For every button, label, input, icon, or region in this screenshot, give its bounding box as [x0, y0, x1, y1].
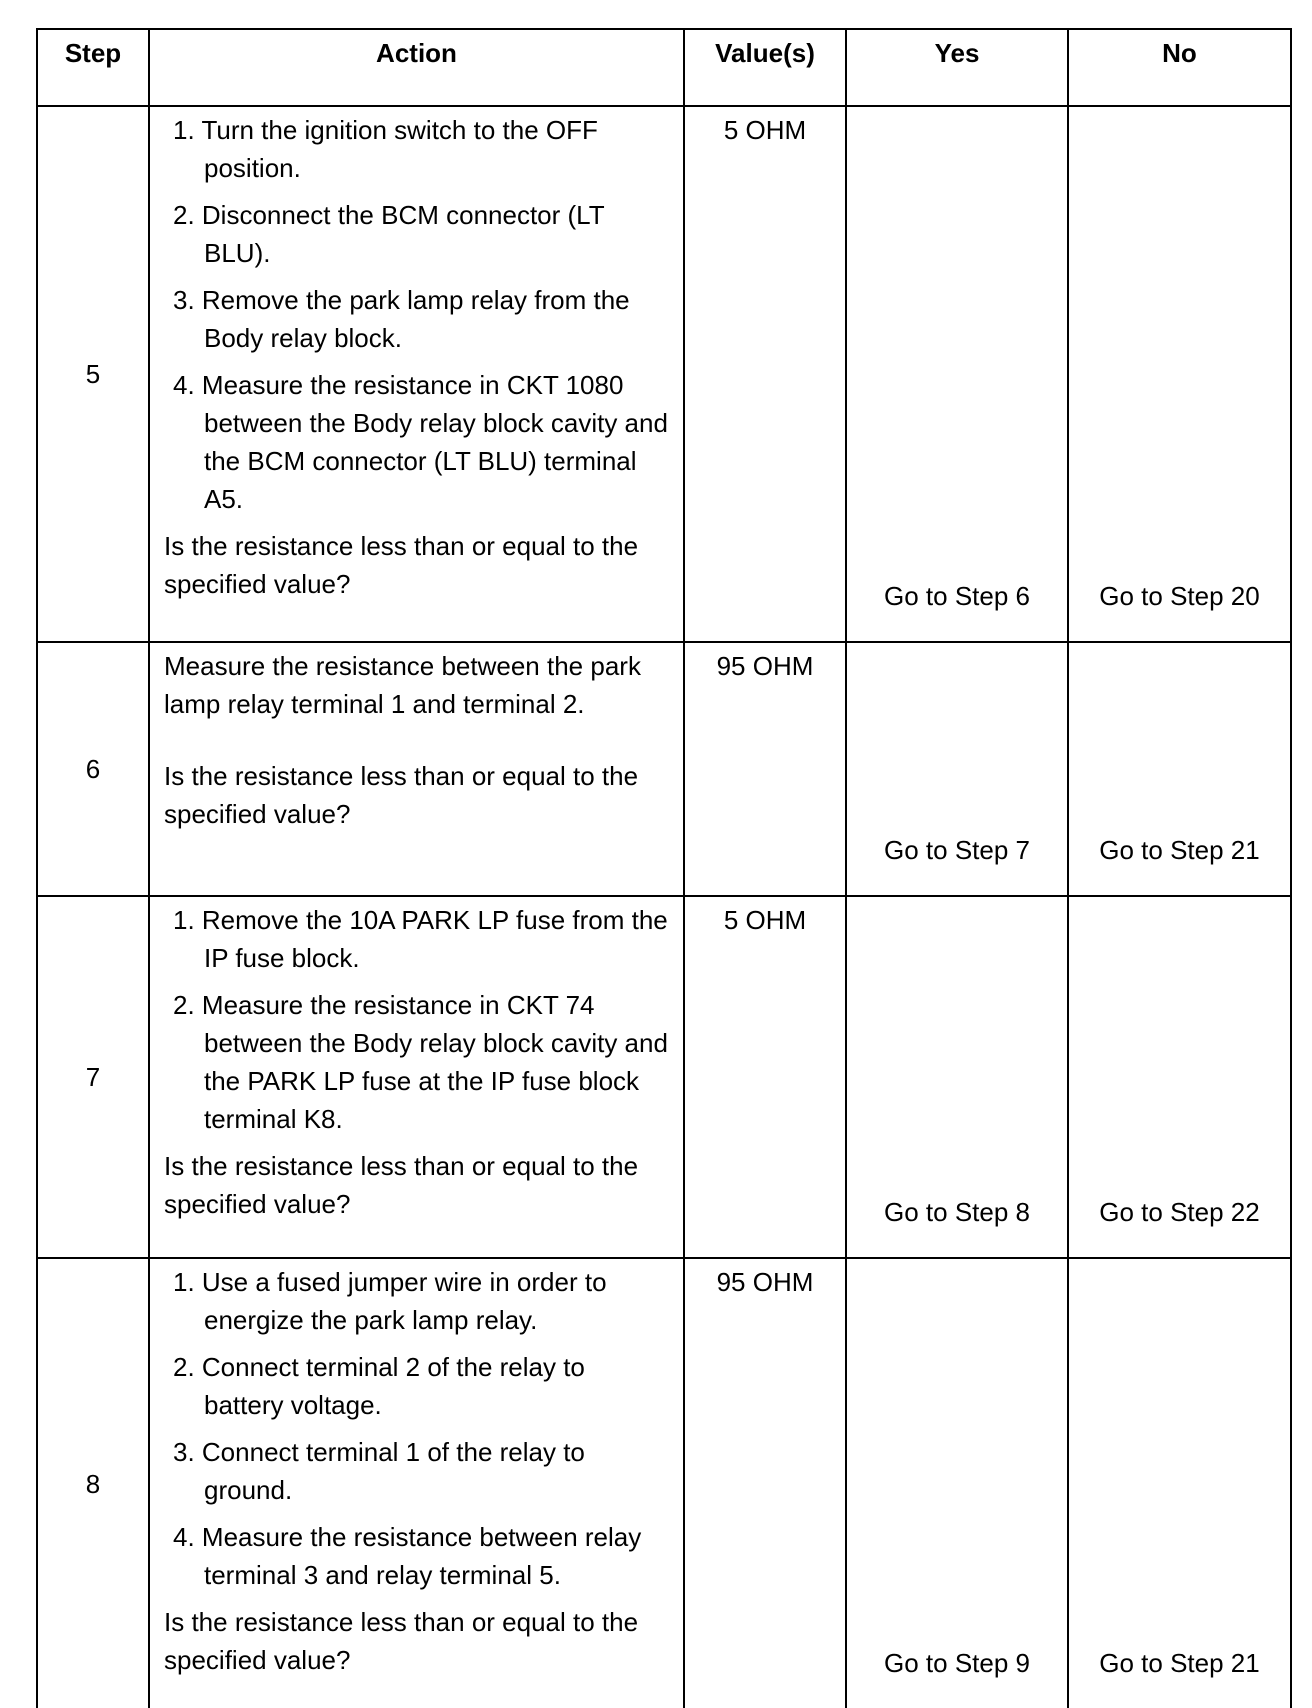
step-number: 7 [37, 896, 149, 1258]
no-cell: Go to Step 21 [1068, 1258, 1291, 1708]
table-row [37, 642, 1291, 896]
yes-cell: Go to Step 7 [846, 642, 1068, 896]
action-item: 4. Measure the resistance in CKT 1080 between the Body relay block cavity and the BCM connector (LT BLU) terminal A5. [173, 370, 668, 514]
action-item: 3. Remove the park lamp relay from the Body relay block. [173, 285, 630, 353]
question-text: Is the resistance less than or equal to the specified value? [164, 1151, 639, 1219]
yes-cell: Go to Step 9 [846, 1258, 1068, 1708]
action-item: 1. Turn the ignition switch to the OFF position. [173, 115, 598, 183]
no-cell: Go to Step 22 [1068, 896, 1291, 1258]
action-cell [149, 896, 684, 1258]
header-row [37, 29, 1291, 106]
action-header: Action [149, 29, 684, 106]
action-cell [149, 642, 684, 896]
action-cell [149, 106, 684, 642]
question-text: Is the resistance less than or equal to the specified value? [164, 761, 639, 829]
action-item: 1. Use a fused jumper wire in order to energize the park lamp relay. [173, 1267, 607, 1335]
yes-header: Yes [846, 29, 1068, 106]
action-item: 1. Remove the 10A PARK LP fuse from the IP fuse block. [173, 905, 668, 973]
action-item: 2. Connect terminal 2 of the relay to battery voltage. [173, 1352, 585, 1420]
diagnostic-table [36, 28, 1292, 1708]
no-header: No [1068, 29, 1291, 106]
action-item: 3. Connect terminal 1 of the relay to ground. [173, 1437, 585, 1505]
question-text: Is the resistance less than or equal to the specified value? [164, 531, 639, 599]
value-cell: 95 OHM [684, 1258, 846, 1708]
step-number: 8 [37, 1258, 149, 1708]
no-cell: Go to Step 21 [1068, 642, 1291, 896]
value-cell: 95 OHM [684, 642, 846, 896]
value-cell: 5 OHM [684, 896, 846, 1258]
value-cell: 5 OHM [684, 106, 846, 642]
table-row [37, 106, 1291, 642]
action-item: 2. Measure the resistance in CKT 74 between the Body relay block cavity and the PARK LP fuse at the IP fuse block terminal K8. [173, 990, 668, 1134]
step-number: 6 [37, 642, 149, 896]
action-item: 4. Measure the resistance between relay terminal 3 and relay terminal 5. [173, 1522, 642, 1590]
action-item: 2. Disconnect the BCM connector (LT BLU). [173, 200, 605, 268]
step-header: Step [37, 29, 149, 106]
yes-cell: Go to Step 6 [846, 106, 1068, 642]
question-text: Is the resistance less than or equal to the specified value? [164, 1607, 639, 1675]
action-cell [149, 1258, 684, 1708]
action-text: Measure the resistance between the park lamp relay terminal 1 and terminal 2. [164, 651, 641, 719]
step-number: 5 [37, 106, 149, 642]
values-header: Value(s) [684, 29, 846, 106]
yes-cell: Go to Step 8 [846, 896, 1068, 1258]
table-row [37, 1258, 1291, 1708]
table-row [37, 896, 1291, 1258]
no-cell: Go to Step 20 [1068, 106, 1291, 642]
